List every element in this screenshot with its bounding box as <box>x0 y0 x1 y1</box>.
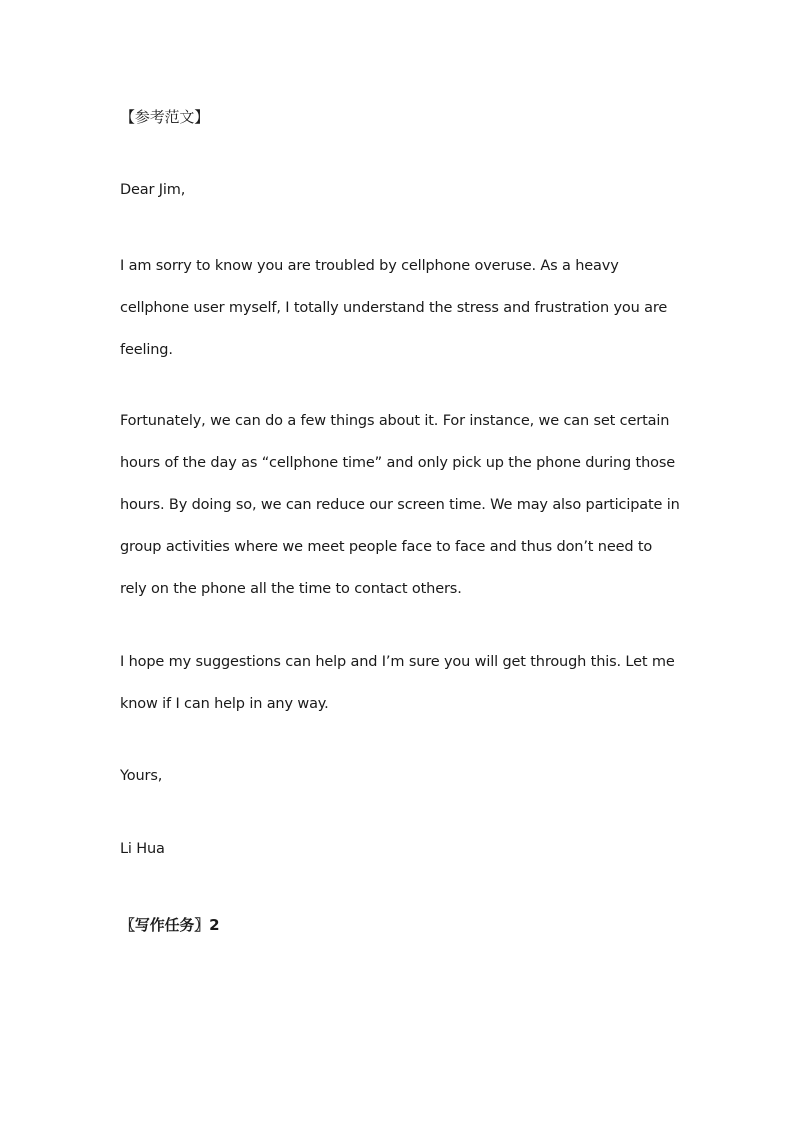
paragraph-line: hours. By doing so, we can reduce our screen time. We may also participate in <box>120 497 680 513</box>
paragraph-1 <box>120 245 680 371</box>
paragraph-line: hours of the day as “cellphone time” and only pick up the phone during those <box>120 455 676 471</box>
paragraph-line: I am sorry to know you are troubled by cellphone overuse. As a heavy <box>120 258 619 274</box>
paragraph-line: I hope my suggestions can help and I’m sure you will get through this. Let me <box>120 654 675 670</box>
paragraph-line: cellphone user myself, I totally understand the stress and frustration you are <box>120 300 668 316</box>
signature: Li Hua <box>120 841 165 857</box>
paragraph-2 <box>120 400 680 610</box>
paragraph-3 <box>120 641 680 725</box>
greeting: Dear Jim, <box>120 182 186 198</box>
paragraph-line: know if I can help in any way. <box>120 696 329 712</box>
paragraph-line: group activities where we meet people face to face and thus don’t need to <box>120 539 653 555</box>
closing: Yours, <box>120 768 163 784</box>
next-task-heading: 〖写作任务〗2 <box>120 916 220 934</box>
paragraph-line: feeling. <box>120 342 173 358</box>
paragraph-line: rely on the phone all the time to contact others. <box>120 581 462 597</box>
section-heading: 【参考范文】 <box>120 108 210 126</box>
paragraph-line: Fortunately, we can do a few things about it. For instance, we can set certain <box>120 413 670 429</box>
